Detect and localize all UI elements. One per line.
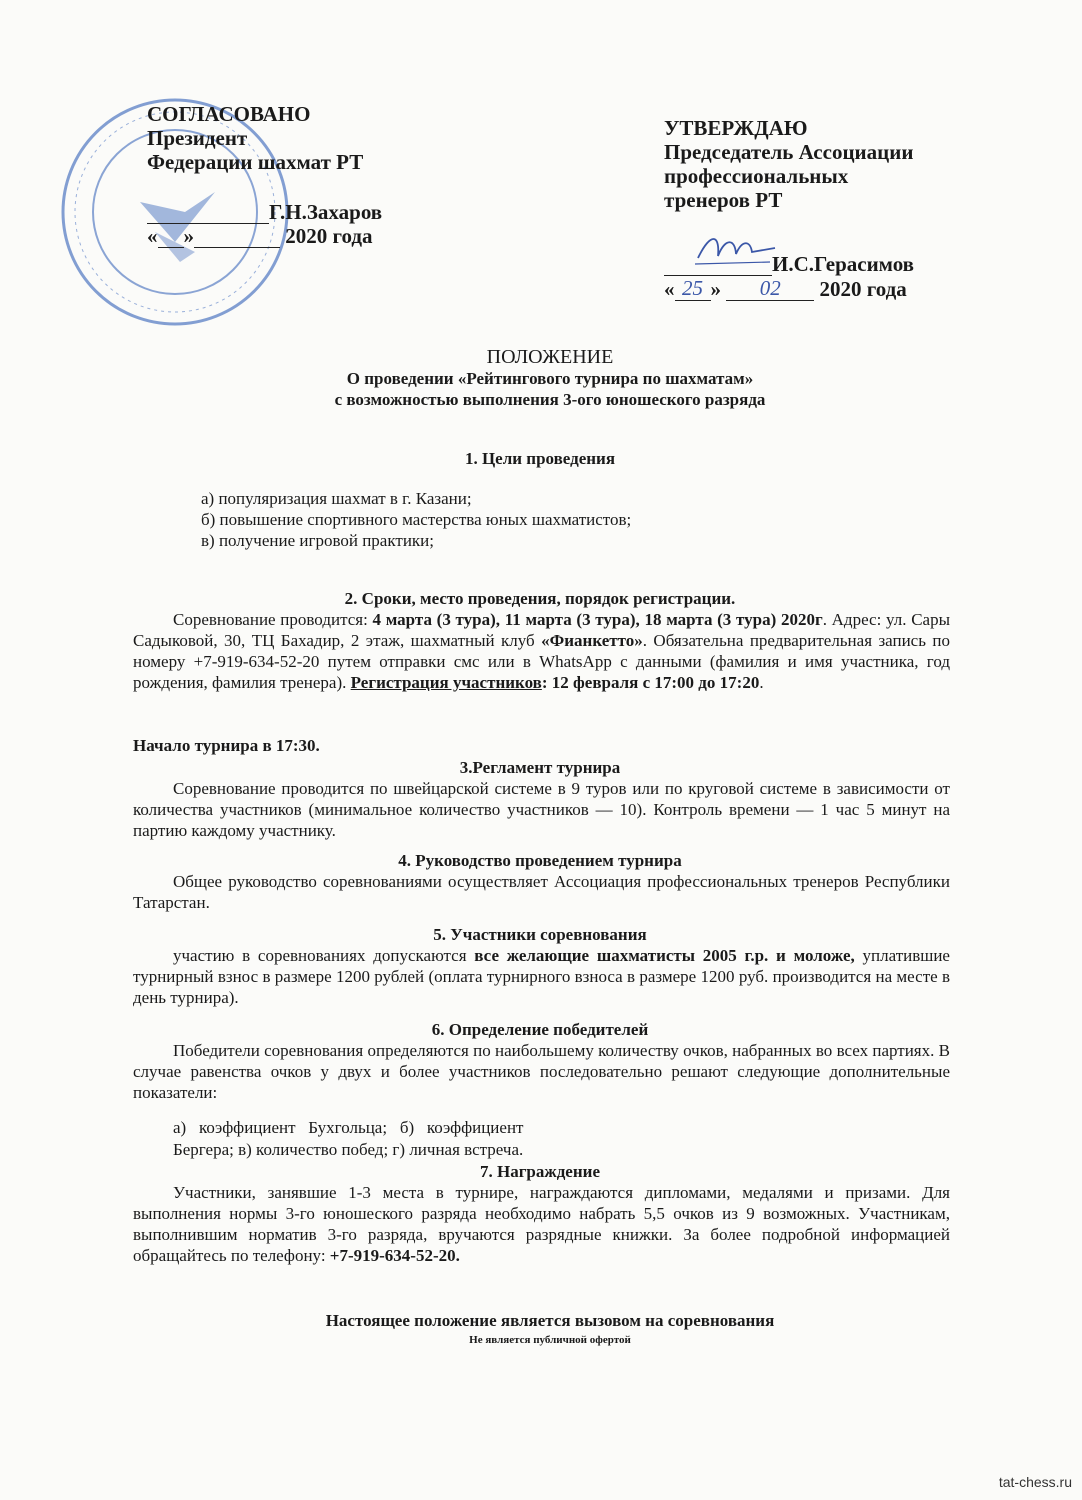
- list-item: в) получение игровой практики;: [201, 531, 434, 550]
- title-line-2: О проведении «Рейтингового турнира по шахматам»: [346, 369, 754, 388]
- section-5-title: 5. Участники соревнования: [433, 925, 647, 944]
- approver-position-right: Председатель Ассоциации: [664, 140, 914, 164]
- registration-time: : 12 февраля с 17:00 до 17:20: [541, 673, 760, 692]
- signer-name-right: И.С.Герасимов: [772, 252, 915, 276]
- section-1-title: 1. Цели проведения: [464, 449, 616, 468]
- section-3-text: Соревнование проводится по швейцарской системе в 9 туров или по круговой системе в зависимости от количества участников (минимальное количество участников — 10). Контроль времени — 1 час 5 минут на партию каждому участнику.: [133, 779, 950, 840]
- section-2-text: Соревнование проводится: 4 марта (3 тура), 11 марта (3 тура), 18 марта (3 тура) 2020г. Адрес: ул. Сары Садыковой, 30, ТЦ Бахадир, 2 этаж, шахматный клуб «Фианкетто». Обязательна предварительная запись по номеру +7-919-634-52-20 путем отправки смс или в WhatsApp с данными (фамилия и имя участника, год рождения, фамилия тренера). Регистрация участников: 12 февраля с 17:00 до 17:20.: [133, 610, 951, 692]
- document-title: [200, 346, 900, 410]
- contact-phone: +7-919-634-52-20.: [329, 1246, 460, 1265]
- club-name: «Фианкетто»: [541, 631, 643, 650]
- approved-label: СОГЛАСОВАНО: [147, 102, 311, 126]
- approver-organization: Федерации шахмат РТ: [147, 150, 364, 174]
- title-line-3: с возможностью выполнения 3-ого юношеского разряда: [334, 390, 766, 409]
- section-5-text: участию в соревнованиях допускаются все желающие шахматисты 2005 г.р. и моложе, уплатившие турнирный взнос в размере 1200 рублей (оплата турнирного взноса в размере 1200 руб. производится на месте в день турнира).: [133, 946, 950, 1007]
- approval-block-right: УТВЕРЖДАЮ Председатель Ассоциации профессиональных тренеров РТ И.С.Герасимов « 25 » 02 2020 года: [664, 116, 984, 301]
- tiebreak-line-2: Бергера; в) количество побед; г) личная встреча.: [173, 1140, 524, 1159]
- approval-block-left: [147, 102, 447, 248]
- date-year-right: 2020 года: [819, 277, 907, 301]
- section-4-text: Общее руководство соревнованиями осуществляет Ассоциация профессиональных тренеров Республики Татарстан.: [133, 872, 950, 912]
- date-month: 02: [726, 276, 814, 301]
- site-watermark: tat-chess.ru: [998, 1474, 1072, 1490]
- section-3-title: 3.Регламент турнира: [459, 758, 621, 777]
- section-6-text: Победители соревнования определяются по наибольшему количеству очков, набранных во всех партиях. В случае равенства очков у двух и более участников последовательно решают следующие дополнительные показатели:: [133, 1041, 950, 1102]
- title-main: ПОЛОЖЕНИЕ: [486, 346, 614, 368]
- section-6-title: 6. Определение победителей: [431, 1020, 649, 1039]
- signature-line-right: [664, 252, 984, 276]
- tournament-dates: 4 марта (3 тура), 11 марта (3 тура), 18 марта (3 тура) 2020г: [372, 610, 823, 629]
- section-7-title: 7. Награждение: [479, 1162, 600, 1181]
- section-2-title: 2. Сроки, место проведения, порядок регистрации.: [344, 589, 736, 608]
- tiebreak-line-1: а) коэффициент Бухгольца; б) коэффициент: [173, 1118, 524, 1137]
- footer-disclaimer: Не является публичной офертой: [469, 1334, 631, 1346]
- date-year: 2020 года: [285, 224, 373, 248]
- list-item: а) популяризация шахмат в г. Казани;: [201, 489, 472, 508]
- section-7-text: Участники, занявшие 1-3 места в турнире, награждаются дипломами, медалями и призами. Для выполнения нормы 3-го юношеского разряда необходимо набрать 5,5 очков из 9 возможных. Участникам, выполнившим норматив 3-го разряда, вручаются разрядные книжки. За более подробной информацией обращайтесь по телефону: +7-919-634-52-20.: [133, 1183, 950, 1265]
- approver-position: Президент: [147, 126, 248, 150]
- date-day: 25: [675, 276, 711, 301]
- list-item: б) повышение спортивного мастерства юных шахматистов;: [201, 510, 632, 529]
- signer-name: Г.Н.Захаров: [269, 200, 383, 224]
- goals-list: [201, 488, 901, 551]
- approve-label: УТВЕРЖДАЮ: [664, 116, 808, 140]
- registration-label: Регистрация участников: [350, 673, 542, 692]
- footer-notice: Настоящее положение является вызовом на соревнования: [325, 1311, 775, 1330]
- signature-line: [147, 200, 447, 224]
- section-4-title: 4. Руководство проведением турнира: [398, 851, 682, 870]
- eligibility: все желающие шахматисты 2005 г.р. и моложе,: [474, 946, 855, 965]
- date-line: « » 2020 года: [147, 224, 373, 248]
- start-time: Начало турнира в 17:30.: [133, 736, 320, 755]
- date-line-right: « 25 » 02 2020 года: [664, 276, 907, 301]
